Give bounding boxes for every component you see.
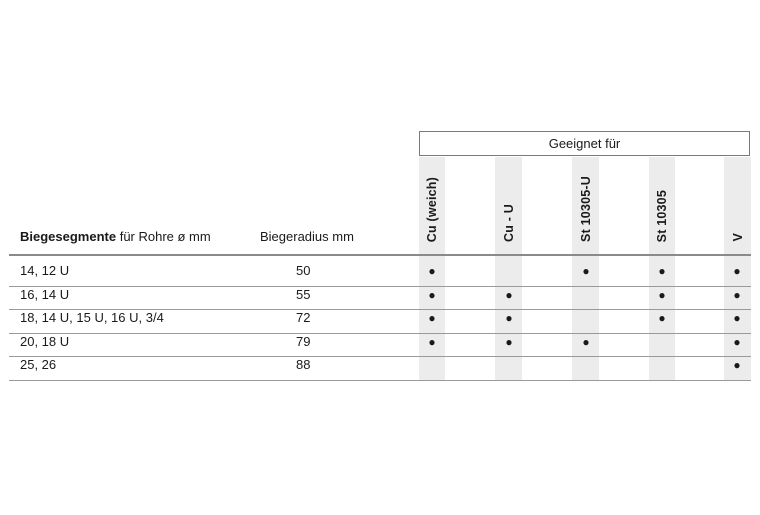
- row-rule: [9, 380, 751, 381]
- header-st-10305-u: St 10305-U: [578, 176, 593, 242]
- header-bending-segments: [20, 229, 211, 244]
- cell-segments: 18, 14 U, 15 U, 16 U, 3/4: [20, 310, 164, 325]
- suitability-dot: ●: [428, 311, 436, 325]
- header-v: V: [730, 233, 745, 242]
- cell-segments: 14, 12 U: [20, 263, 70, 278]
- cell-radius: 55: [296, 287, 311, 302]
- group-header-suitable-for: Geeignet für: [419, 131, 750, 156]
- suitability-dot: ●: [428, 264, 436, 278]
- suitability-dot: ●: [505, 288, 513, 302]
- suitability-dot: ●: [733, 335, 741, 349]
- cell-segments: 20, 18 U: [20, 334, 70, 349]
- suitability-dot: ●: [428, 335, 436, 349]
- suitability-dot: ●: [582, 264, 590, 278]
- header-cu-weich: Cu (weich): [425, 176, 439, 242]
- header-bending-radius: Biegeradius mm: [260, 229, 354, 244]
- suitability-dot: ●: [505, 311, 513, 325]
- suitability-dot: ●: [733, 288, 741, 302]
- suitability-dot: ●: [505, 335, 513, 349]
- cell-radius: 79: [296, 334, 311, 349]
- suitability-dot: ●: [428, 288, 436, 302]
- cell-radius: 72: [296, 310, 311, 325]
- suitability-dot: ●: [582, 335, 590, 349]
- header-rule: [9, 254, 751, 256]
- header-bending-segments-rest: für Rohre ø mm: [116, 229, 211, 244]
- row-rule: [9, 286, 751, 287]
- header-cu-u: Cu - U: [501, 204, 516, 242]
- cell-segments: 16, 14 U: [20, 287, 70, 302]
- header-st-10305: St 10305: [655, 189, 669, 242]
- row-rule: [9, 333, 751, 334]
- suitability-dot: ●: [658, 311, 666, 325]
- suitability-dot: ●: [733, 264, 741, 278]
- cell-radius: 50: [296, 263, 311, 278]
- suitability-dot: ●: [658, 288, 666, 302]
- suitability-dot: ●: [733, 311, 741, 325]
- suitability-dot: ●: [733, 358, 741, 372]
- row-rule: [9, 356, 751, 357]
- header-bending-segments-bold: Biegesegmente: [20, 229, 117, 244]
- cell-radius: 88: [296, 357, 311, 372]
- cell-segments: 25, 26: [20, 357, 57, 372]
- suitability-dot: ●: [658, 264, 666, 278]
